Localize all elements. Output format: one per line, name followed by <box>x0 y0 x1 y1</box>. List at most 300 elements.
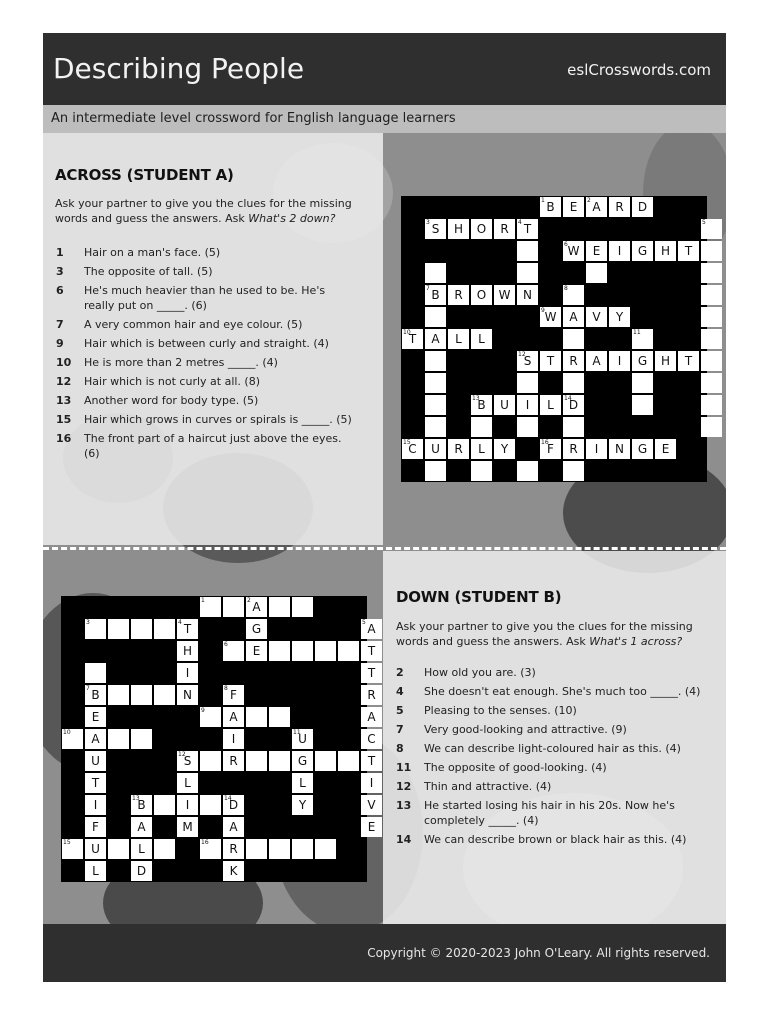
cell-letter: R <box>500 222 509 236</box>
crossword-cell[interactable] <box>701 285 722 305</box>
crossword-cell[interactable] <box>586 241 607 261</box>
down-clue <box>396 684 714 699</box>
crossword-cell[interactable] <box>154 685 175 705</box>
clue-text: We can describe light-coloured hair as this. (4) <box>424 742 681 755</box>
crossword-cell[interactable] <box>269 597 290 617</box>
cell-number: 5 <box>702 219 706 226</box>
clue-number: 6 <box>56 284 64 297</box>
cell-letter: N <box>183 688 192 702</box>
crossword-cell[interactable] <box>540 307 561 327</box>
cell-letter: S <box>431 222 440 236</box>
cell-letter: A <box>252 600 261 614</box>
header-bar <box>43 33 726 105</box>
cell-letter: D <box>568 398 579 412</box>
crossword-cell[interactable] <box>131 685 152 705</box>
cell-letter: E <box>367 820 376 834</box>
cell-letter: F <box>92 820 99 834</box>
cell-letter: B <box>477 398 486 412</box>
cell-number: 9 <box>541 307 545 314</box>
crossword-cell[interactable] <box>85 773 106 793</box>
crossword-cell[interactable] <box>62 839 83 859</box>
crossword-cell[interactable] <box>246 751 267 771</box>
crossword-cell[interactable] <box>448 439 469 459</box>
crossword-cell[interactable] <box>315 641 336 661</box>
crossword-cell[interactable] <box>517 263 538 283</box>
crossword-cell[interactable] <box>425 307 446 327</box>
cell-letter: F <box>547 442 554 456</box>
crossword-cell[interactable] <box>540 197 561 217</box>
crossword-grid-across <box>401 196 707 482</box>
cell-letter: C <box>367 732 376 746</box>
crossword-cell[interactable] <box>632 439 653 459</box>
crossword-cell[interactable] <box>471 461 492 481</box>
crossword-cell[interactable] <box>85 685 106 705</box>
down-clue <box>396 779 714 794</box>
crossword-cell[interactable] <box>563 439 584 459</box>
cell-letter: H <box>182 644 193 658</box>
cell-letter: K <box>229 864 238 878</box>
crossword-cell[interactable] <box>632 197 653 217</box>
cell-letter: L <box>455 332 462 346</box>
clue-number: 2 <box>396 666 404 679</box>
crossword-cell[interactable] <box>292 751 313 771</box>
clue-text: The opposite of tall. (5) <box>84 265 213 278</box>
crossword-cell[interactable] <box>563 197 584 217</box>
cell-letter: Y <box>500 442 509 456</box>
cut-line <box>43 547 726 550</box>
crossword-cell[interactable] <box>425 219 446 239</box>
crossword-cell[interactable] <box>586 439 607 459</box>
crossword-cell[interactable] <box>223 751 244 771</box>
cell-letter: U <box>91 842 100 856</box>
crossword-cell[interactable] <box>154 839 175 859</box>
crossword-cell[interactable] <box>338 751 359 771</box>
crossword-cell[interactable] <box>246 597 267 617</box>
crossword-cell[interactable] <box>200 795 221 815</box>
crossword-cell[interactable] <box>448 285 469 305</box>
clue-text: The opposite of good-looking. (4) <box>424 761 607 774</box>
crossword-cell[interactable] <box>471 285 492 305</box>
cell-letter: W <box>544 310 557 324</box>
crossword-cell[interactable] <box>338 641 359 661</box>
crossword-cell[interactable] <box>361 795 382 815</box>
crossword-cell[interactable] <box>223 861 244 881</box>
cell-letter: Y <box>298 798 307 812</box>
crossword-cell[interactable] <box>223 817 244 837</box>
crossword-cell[interactable] <box>517 351 538 371</box>
across-instructions <box>55 196 365 226</box>
crossword-cell[interactable] <box>177 751 198 771</box>
crossword-cell[interactable] <box>701 351 722 371</box>
cell-letter: U <box>500 398 509 412</box>
crossword-cell[interactable] <box>563 461 584 481</box>
crossword-cell[interactable] <box>471 417 492 437</box>
crossword-cell[interactable] <box>85 729 106 749</box>
crossword-cell[interactable] <box>425 395 446 415</box>
crossword-cell[interactable] <box>315 839 336 859</box>
cell-letter: N <box>523 288 532 302</box>
crossword-cell[interactable] <box>540 395 561 415</box>
crossword-cell[interactable] <box>292 641 313 661</box>
clue-text: Very good-looking and attractive. (9) <box>424 723 627 736</box>
cell-letter: R <box>569 442 578 456</box>
clue-number: 4 <box>396 685 404 698</box>
crossword-cell[interactable] <box>246 839 267 859</box>
crossword-cell[interactable] <box>361 773 382 793</box>
cell-letter: L <box>92 864 99 878</box>
crossword-cell[interactable] <box>85 751 106 771</box>
cell-number: 15 <box>63 839 71 846</box>
crossword-cell[interactable] <box>425 373 446 393</box>
crossword-cell[interactable] <box>586 197 607 217</box>
crossword-cell[interactable] <box>540 351 561 371</box>
crossword-cell[interactable] <box>292 839 313 859</box>
down-instruction-question: What's 1 across? <box>589 635 683 648</box>
crossword-cell[interactable] <box>563 373 584 393</box>
crossword-cell[interactable] <box>223 707 244 727</box>
crossword-cell[interactable] <box>246 619 267 639</box>
crossword-cell[interactable] <box>563 241 584 261</box>
down-clue <box>396 722 714 737</box>
crossword-cell[interactable] <box>269 751 290 771</box>
crossword-cell[interactable] <box>223 641 244 661</box>
crossword-cell[interactable] <box>632 395 653 415</box>
crossword-cell[interactable] <box>517 373 538 393</box>
cell-letter: F <box>230 688 237 702</box>
crossword-cell[interactable] <box>563 351 584 371</box>
cell-number: 6 <box>564 241 568 248</box>
crossword-cell[interactable] <box>154 619 175 639</box>
clue-number: 1 <box>56 246 64 259</box>
cell-number: 13 <box>132 795 140 802</box>
crossword-cell[interactable] <box>85 663 106 683</box>
crossword-cell[interactable] <box>246 707 267 727</box>
cell-letter: A <box>229 710 238 724</box>
across-clue <box>56 393 356 408</box>
clue-text: Pleasing to the senses. (10) <box>424 704 577 717</box>
page-title: Describing People <box>53 52 305 85</box>
crossword-cell[interactable] <box>223 729 244 749</box>
cell-number: 8 <box>564 285 568 292</box>
crossword-cell[interactable] <box>292 795 313 815</box>
cell-letter: L <box>478 332 485 346</box>
cell-number: 7 <box>86 685 90 692</box>
crossword-cell[interactable] <box>200 839 221 859</box>
crossword-cell[interactable] <box>448 219 469 239</box>
cell-letter: A <box>592 200 601 214</box>
crossword-cell[interactable] <box>108 729 129 749</box>
crossword-cell[interactable] <box>609 439 630 459</box>
crossword-cell[interactable] <box>563 329 584 349</box>
cell-letter: G <box>637 354 648 368</box>
crossword-cell[interactable] <box>471 439 492 459</box>
crossword-cell[interactable] <box>471 219 492 239</box>
crossword-cell[interactable] <box>200 751 221 771</box>
cell-number: 11 <box>293 729 301 736</box>
crossword-cell[interactable] <box>494 285 515 305</box>
crossword-cell[interactable] <box>517 417 538 437</box>
cell-letter: L <box>299 776 306 790</box>
crossword-cell[interactable] <box>108 619 129 639</box>
cell-letter: W <box>567 244 580 258</box>
crossword-cell[interactable] <box>131 729 152 749</box>
crossword-cell[interactable] <box>494 439 515 459</box>
crossword-cell[interactable] <box>361 619 382 639</box>
clue-text: How old you are. (3) <box>424 666 536 679</box>
crossword-cell[interactable] <box>632 241 653 261</box>
cell-letter: T <box>546 354 555 368</box>
cell-letter: O <box>476 222 487 236</box>
cell-letter: A <box>91 732 100 746</box>
crossword-cell[interactable] <box>177 663 198 683</box>
across-clue <box>56 245 356 260</box>
crossword-cell[interactable] <box>540 439 561 459</box>
cell-letter: E <box>252 644 261 658</box>
crossword-cell[interactable] <box>85 817 106 837</box>
cell-number: 2 <box>587 197 591 204</box>
cell-letter: R <box>454 288 463 302</box>
cell-letter: E <box>661 442 670 456</box>
crossword-cell[interactable] <box>177 685 198 705</box>
crossword-cell[interactable] <box>425 329 446 349</box>
clue-number: 16 <box>56 432 72 445</box>
cell-letter: G <box>251 622 262 636</box>
cell-number: 14 <box>224 795 232 802</box>
crossword-cell[interactable] <box>85 861 106 881</box>
crossword-grid-down <box>61 596 376 882</box>
crossword-cell[interactable] <box>292 597 313 617</box>
cell-letter: D <box>637 200 648 214</box>
cell-letter: I <box>369 776 374 790</box>
cell-letter: R <box>229 842 238 856</box>
crossword-cell[interactable] <box>85 795 106 815</box>
cell-letter: V <box>367 798 376 812</box>
crossword-cell[interactable] <box>632 373 653 393</box>
crossword-cell[interactable] <box>701 263 722 283</box>
crossword-cell[interactable] <box>108 685 129 705</box>
across-clue <box>56 283 356 313</box>
cell-letter: I <box>185 666 190 680</box>
cell-letter: W <box>498 288 511 302</box>
crossword-cell[interactable] <box>131 795 152 815</box>
crossword-cell[interactable] <box>517 285 538 305</box>
crossword-cell[interactable] <box>517 219 538 239</box>
cell-letter: A <box>592 354 601 368</box>
cell-letter: U <box>431 442 440 456</box>
crossword-cell[interactable] <box>177 619 198 639</box>
crossword-cell[interactable] <box>361 641 382 661</box>
crossword-cell[interactable] <box>85 839 106 859</box>
cell-number: 9 <box>201 707 205 714</box>
crossword-cell[interactable] <box>269 839 290 859</box>
crossword-cell[interactable] <box>586 307 607 327</box>
crossword-cell[interactable] <box>177 641 198 661</box>
cell-letter: E <box>91 710 100 724</box>
cell-number: 2 <box>247 597 251 604</box>
crossword-cell[interactable] <box>223 839 244 859</box>
clue-text: Hair which grows in curves or spirals is _____. (5) <box>84 413 352 426</box>
cell-letter: S <box>183 754 192 768</box>
cell-letter: T <box>408 332 417 346</box>
crossword-cell[interactable] <box>655 439 676 459</box>
crossword-cell[interactable] <box>701 307 722 327</box>
clue-text: Hair which is between curly and straight. (4) <box>84 337 329 350</box>
crossword-cell[interactable] <box>655 241 676 261</box>
clue-number: 3 <box>56 265 64 278</box>
cell-letter: B <box>431 288 440 302</box>
cell-letter: G <box>297 754 308 768</box>
down-clue-list <box>396 665 714 851</box>
cell-letter: N <box>615 442 624 456</box>
crossword-cell[interactable] <box>701 241 722 261</box>
crossword-cell[interactable] <box>269 641 290 661</box>
crossword-cell[interactable] <box>517 395 538 415</box>
crossword-cell[interactable] <box>131 817 152 837</box>
crossword-cell[interactable] <box>632 329 653 349</box>
clue-number: 12 <box>396 780 412 793</box>
cell-letter: I <box>594 442 599 456</box>
footer-bar <box>43 924 726 982</box>
crossword-cell[interactable] <box>200 597 221 617</box>
cell-letter: B <box>91 688 100 702</box>
crossword-cell[interactable] <box>701 417 722 437</box>
clue-number: 15 <box>56 413 72 426</box>
crossword-cell[interactable] <box>85 707 106 727</box>
crossword-cell[interactable] <box>177 817 198 837</box>
crossword-cell[interactable] <box>609 197 630 217</box>
crossword-cell[interactable] <box>425 439 446 459</box>
clue-number: 12 <box>56 375 72 388</box>
cell-letter: R <box>615 200 624 214</box>
crossword-cell[interactable] <box>269 707 290 727</box>
clue-number: 10 <box>56 356 72 369</box>
cell-number: 4 <box>178 619 182 626</box>
clue-text: Hair which is not curly at all. (8) <box>84 375 261 388</box>
crossword-cell[interactable] <box>701 373 722 393</box>
crossword-cell[interactable] <box>701 395 722 415</box>
clue-text: A very common hair and eye colour. (5) <box>84 318 303 331</box>
crossword-cell[interactable] <box>425 263 446 283</box>
crossword-cell[interactable] <box>361 751 382 771</box>
crossword-cell[interactable] <box>609 351 630 371</box>
crossword-cell[interactable] <box>471 395 492 415</box>
clue-number: 9 <box>56 337 64 350</box>
cell-letter: T <box>684 354 693 368</box>
crossword-cell[interactable] <box>425 417 446 437</box>
crossword-cell[interactable] <box>223 685 244 705</box>
crossword-cell[interactable] <box>108 839 129 859</box>
crossword-cell[interactable] <box>494 395 515 415</box>
crossword-cell[interactable] <box>678 351 699 371</box>
clue-number: 7 <box>396 723 404 736</box>
crossword-cell[interactable] <box>131 839 152 859</box>
across-clue <box>56 412 356 427</box>
down-instruction-text: Ask your partner to give you the clues for the missing words and guess the answers. Ask <box>396 620 693 648</box>
crossword-cell[interactable] <box>471 329 492 349</box>
crossword-cell[interactable] <box>517 241 538 261</box>
crossword-cell[interactable] <box>701 219 722 239</box>
clue-number: 5 <box>396 704 404 717</box>
across-clue <box>56 317 356 332</box>
crossword-cell[interactable] <box>361 685 382 705</box>
cell-letter: A <box>229 820 238 834</box>
crossword-cell[interactable] <box>361 729 382 749</box>
crossword-cell[interactable] <box>678 241 699 261</box>
cell-letter: B <box>137 798 146 812</box>
crossword-cell[interactable] <box>177 795 198 815</box>
crossword-cell[interactable] <box>177 773 198 793</box>
cell-letter: L <box>547 398 554 412</box>
cell-number: 10 <box>63 729 71 736</box>
crossword-cell[interactable] <box>361 817 382 837</box>
site-name: eslCrosswords.com <box>567 61 711 79</box>
crossword-cell[interactable] <box>154 795 175 815</box>
crossword-cell[interactable] <box>85 619 106 639</box>
crossword-cell[interactable] <box>609 307 630 327</box>
crossword-cell[interactable] <box>425 351 446 371</box>
crossword-cell[interactable] <box>701 329 722 349</box>
crossword-cell[interactable] <box>246 641 267 661</box>
cell-letter: R <box>229 754 238 768</box>
crossword-cell[interactable] <box>563 307 584 327</box>
crossword-cell[interactable] <box>402 329 423 349</box>
cell-letter: I <box>231 732 236 746</box>
crossword-cell[interactable] <box>517 461 538 481</box>
crossword-cell[interactable] <box>586 263 607 283</box>
crossword-cell[interactable] <box>315 751 336 771</box>
cell-letter: A <box>137 820 146 834</box>
crossword-cell[interactable] <box>494 219 515 239</box>
cell-letter: H <box>453 222 464 236</box>
cell-letter: V <box>592 310 601 324</box>
crossword-cell[interactable] <box>131 619 152 639</box>
crossword-cell[interactable] <box>655 351 676 371</box>
cell-letter: I <box>525 398 530 412</box>
crossword-cell[interactable] <box>62 729 83 749</box>
cell-letter: E <box>592 244 601 258</box>
cell-number: 16 <box>541 439 549 446</box>
crossword-cell[interactable] <box>425 461 446 481</box>
crossword-cell[interactable] <box>223 597 244 617</box>
crossword-cell[interactable] <box>292 729 313 749</box>
crossword-cell[interactable] <box>131 861 152 881</box>
crossword-cell[interactable] <box>361 663 382 683</box>
clue-text: Hair on a man's face. (5) <box>84 246 221 259</box>
crossword-cell[interactable] <box>563 285 584 305</box>
down-clue <box>396 832 714 847</box>
crossword-cell[interactable] <box>586 351 607 371</box>
crossword-cell[interactable] <box>563 395 584 415</box>
cell-letter: A <box>367 622 376 636</box>
crossword-cell[interactable] <box>402 439 423 459</box>
crossword-cell[interactable] <box>361 707 382 727</box>
crossword-cell[interactable] <box>200 707 221 727</box>
cell-number: 14 <box>564 395 572 402</box>
cell-letter: S <box>523 354 532 368</box>
crossword-cell[interactable] <box>425 285 446 305</box>
crossword-cell[interactable] <box>632 351 653 371</box>
crossword-cell[interactable] <box>223 795 244 815</box>
crossword-cell[interactable] <box>563 417 584 437</box>
across-clue <box>56 374 356 389</box>
across-clue <box>56 431 356 461</box>
crossword-cell[interactable] <box>448 329 469 349</box>
down-clue <box>396 665 714 680</box>
crossword-cell[interactable] <box>292 773 313 793</box>
clue-number: 14 <box>396 833 412 846</box>
crossword-cell[interactable] <box>609 241 630 261</box>
cell-number: 4 <box>518 219 522 226</box>
